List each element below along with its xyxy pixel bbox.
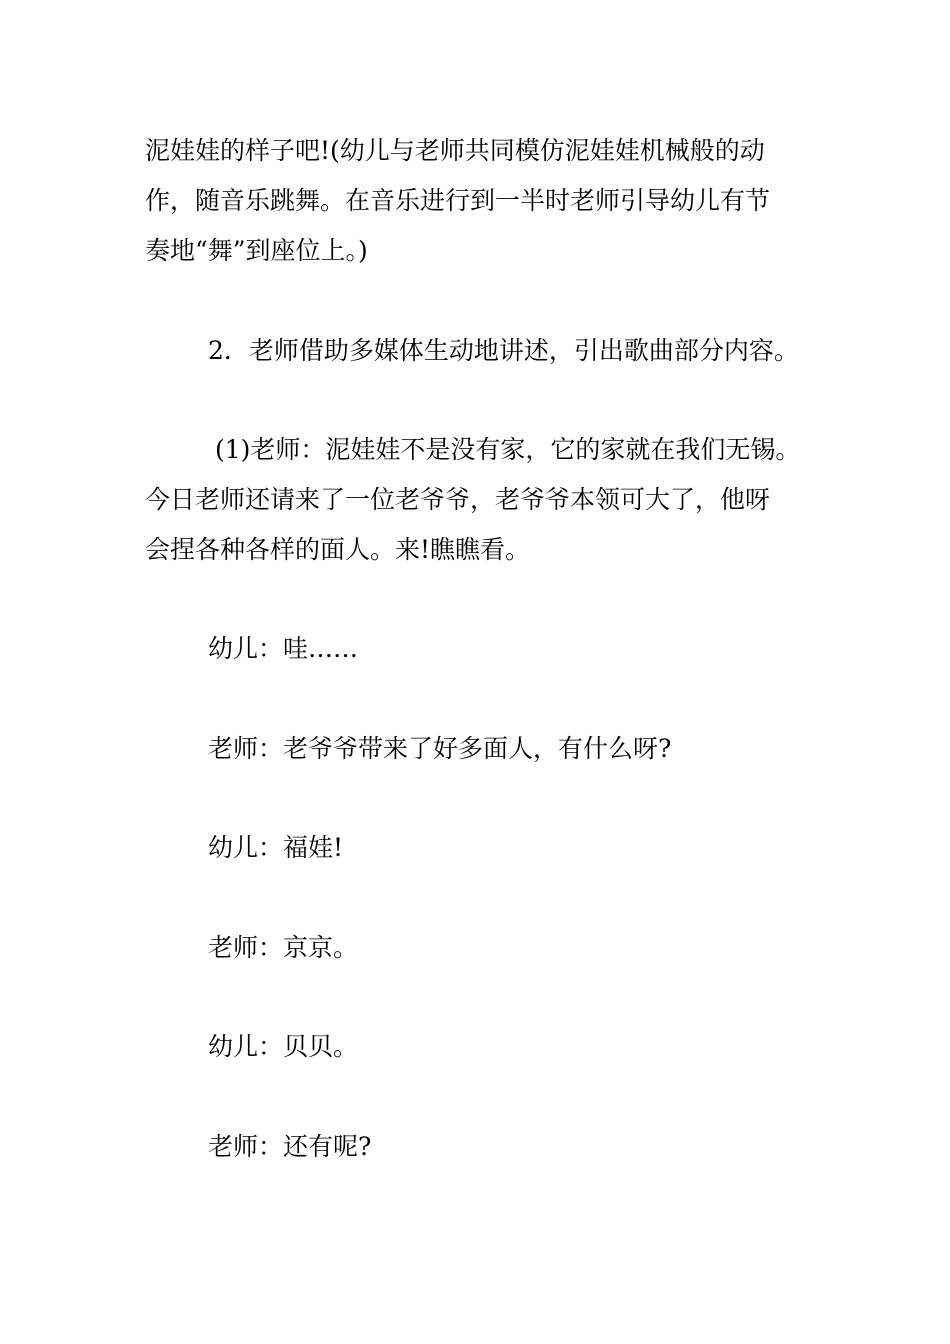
dialogue-line-3: 幼儿：福娃! — [208, 833, 344, 862]
dialogue-line-2: 老师：老爷爷带来了好多面人，有什么呀? — [208, 734, 672, 763]
dialogue-line-6: 老师：还有呢? — [208, 1132, 372, 1161]
paragraph-3-line-1: (1)老师：泥娃娃不是没有家，它的家就在我们无锡。 — [215, 435, 801, 464]
dialogue-line-5: 幼儿：贝贝。 — [208, 1032, 359, 1061]
paragraph-1-line-1: 泥娃娃的样子吧!(幼儿与老师共同模仿泥娃娃机械般的动 — [145, 136, 765, 165]
paragraph-3-line-2: 今日老师还请来了一位老爷爷，老爷爷本领可大了，他呀 — [145, 485, 771, 514]
paragraph-2-line-1: 2．老师借助多媒体生动地讲述，引出歌曲部分内容。 — [208, 336, 799, 365]
paragraph-3-line-3: 会捏各种各样的面人。来!瞧瞧看。 — [145, 535, 531, 564]
dialogue-line-1: 幼儿：哇…… — [208, 634, 359, 663]
paragraph-1-line-2: 作，随音乐跳舞。在音乐进行到一半时老师引导幼儿有节 — [145, 186, 771, 215]
dialogue-line-4: 老师：京京。 — [208, 933, 359, 962]
paragraph-1-line-3: 奏地“舞”到座位上。) — [145, 236, 368, 265]
